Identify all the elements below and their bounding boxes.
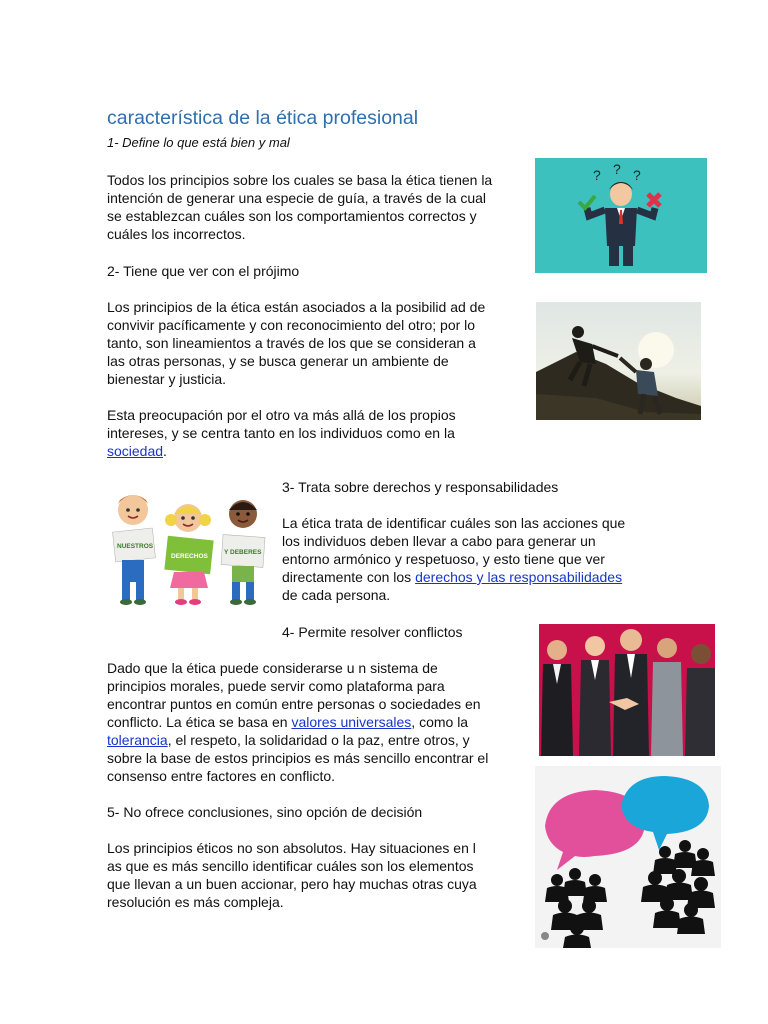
text-line: de cada persona.: [282, 587, 391, 603]
text-line: intención de generar una especie de guía, a través de la cual: [107, 190, 487, 206]
image-helping-hand: [536, 302, 701, 420]
text-line: resolución es más compleja.: [107, 894, 284, 910]
paragraph-3: [107, 406, 456, 460]
text-line: encontrar puntos en común entre personas o sociedades en: [107, 696, 481, 712]
text-line: Esta preocupación por el otro va más allá de los propios: [107, 407, 456, 423]
sign-label: DERECHOS: [171, 553, 208, 560]
text-line: se establezcan cuáles son los comportamientos correctos y: [107, 208, 477, 224]
text-line: tanto, son lineamientos a través de los que se consideran a: [107, 335, 476, 351]
svg-text:?: ?: [613, 161, 621, 177]
sociedad-link[interactable]: sociedad: [107, 443, 164, 459]
text-line: las otras personas, y se busca generar un ambiente de: [107, 353, 449, 369]
sign-label: NUESTROS: [117, 543, 154, 550]
text-fragment: conflicto. La ética se basa en: [107, 714, 292, 730]
tolerancia-link[interactable]: tolerancia: [107, 732, 168, 748]
text-line: entorno armónico y respetuoso, y esto tiene que ver: [282, 551, 605, 567]
page-title: característica de la ética profesional: [107, 107, 419, 129]
text-line: La ética trata de identificar cuáles son las acciones que: [282, 515, 626, 531]
text-line: [107, 713, 488, 731]
text-line: convivir pacíficamente y con reconocimiento del otro; por lo: [107, 317, 476, 333]
section-1-heading: 1- Define lo que está bien y mal: [107, 135, 290, 150]
text-line: intereses, y se centra tanto en los individuos como en la: [107, 425, 455, 441]
paragraph-1: [107, 171, 492, 243]
text-line: consenso entre factores en conflicto.: [107, 768, 336, 784]
paragraph-6: [107, 839, 477, 911]
text-line: cuáles los incorrectos.: [107, 226, 246, 242]
text-line: principios morales, puede servir como plataforma para: [107, 678, 445, 694]
text-line: Dado que la ética puede considerarse u n sistema de: [107, 660, 438, 676]
text-line: Los principios de la ética están asociados a la posibilid ad de: [107, 299, 486, 315]
svg-text:?: ?: [593, 167, 601, 183]
text-line: que llevan a un buen accionar, pero hay muchas otras cuya: [107, 876, 477, 892]
derechos-link[interactable]: derechos y las responsabilidades: [415, 569, 623, 585]
image-dialogue-groups: [535, 766, 721, 948]
paragraph-5: [107, 659, 488, 785]
image-business-handshake: [539, 624, 715, 756]
text-fragment: directamente con los: [282, 569, 416, 585]
paragraph-2: [107, 298, 485, 388]
text-fragment: .: [163, 443, 167, 459]
text-line: bienestar y justicia.: [107, 371, 227, 387]
text-line: los individuos deben llevar a cabo para generar un: [282, 533, 596, 549]
section-3-heading: 3- Trata sobre derechos y responsabilidades: [282, 479, 559, 495]
section-4-heading: 4- Permite resolver conflictos: [282, 624, 463, 640]
image-kids-rights: [108, 478, 268, 608]
text-fragment: , como la: [411, 714, 469, 730]
text-line: Todos los principios sobre los cuales se basa la ética tienen la: [107, 172, 493, 188]
sign-label: Y DEBERES: [224, 549, 262, 556]
svg-text:?: ?: [633, 167, 641, 183]
text-line: sobre la base de estos principios es más sencillo encontrar el: [107, 750, 489, 766]
text-line: [107, 731, 488, 749]
text-fragment: , el respeto, la solidaridad o la paz, entre otros, y: [167, 732, 470, 748]
paragraph-4: [282, 514, 625, 604]
text-line: [107, 442, 456, 460]
section-5-heading: 5- No ofrece conclusiones, sino opción de decisión: [107, 804, 423, 820]
text-line: as que es más sencillo identificar cuáles son los elementos: [107, 858, 474, 874]
text-line: Los principios éticos no son absolutos. Hay situaciones en l: [107, 840, 476, 856]
text-line: [282, 568, 625, 586]
image-man-deciding: [535, 158, 707, 273]
section-2-heading: 2- Tiene que ver con el prójimo: [107, 263, 300, 279]
valores-universales-link[interactable]: valores universales: [291, 714, 412, 730]
